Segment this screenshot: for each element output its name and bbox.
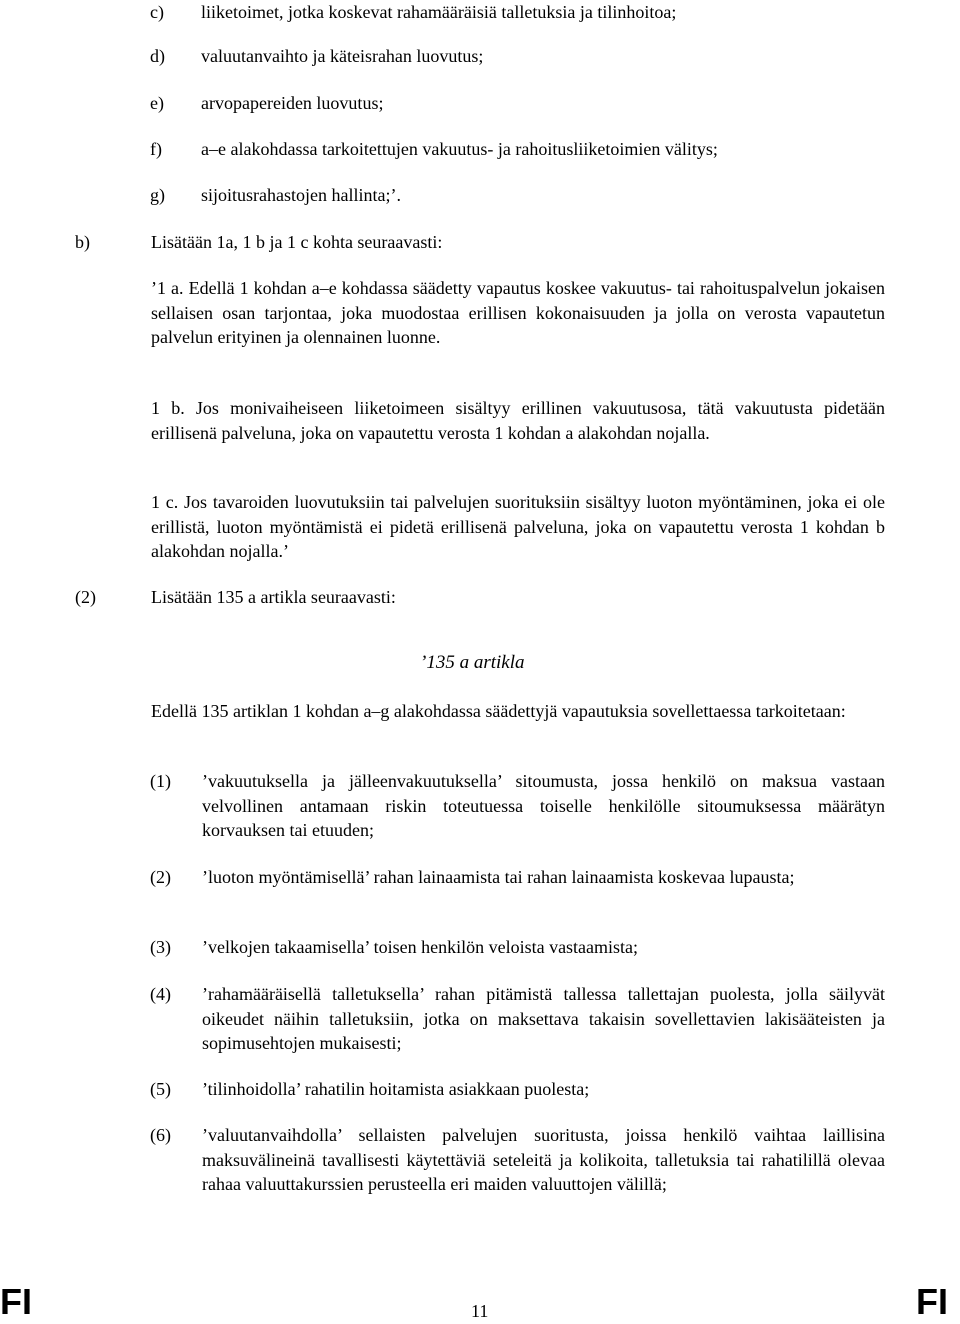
footer-language-right: FI — [916, 1281, 948, 1322]
list-item-e: arvopapereiden luovutus; — [201, 93, 384, 113]
definition-label-4: (4) — [150, 984, 171, 1004]
list-label-d: d) — [150, 46, 165, 66]
list-item-c: liiketoimet, jotka koskevat rahamääräisiä talletuksia ja tilinhoitoa; — [201, 2, 677, 22]
definition-label-6: (6) — [150, 1125, 171, 1145]
list-label-c: c) — [150, 2, 164, 22]
definition-4: ’rahamääräisellä talletuksella’ rahan pitämistä tallessa tallettajan puolesta, jolla säilyvät oikeudet näihin talletuksiin, jotka on maksettava takaisin sovellettavien lakisääteisten ja sopimusehtojen mukaisesti; — [202, 984, 885, 1053]
definition-1: ’vakuutuksella ja jälleenvakuutuksella’ sitoumusta, jossa henkilö on maksua vastaan velvollinen antamaan riskin toteutuessa toiselle henkilölle sitoumuksessa määrätyn korvauksen tai etuuden; — [202, 771, 885, 840]
paragraph-1a: ’1 a. Edellä 1 kohdan a–e kohdassa säädetty vapautus koskee vakuutus- tai rahoituspalvelun jokaisen sellaisen osan tarjontaa, joka muodostaa erillisen kokonaisuuden ja jolla on verosta vapautetun palvelun erityinen ja olennainen luonne. — [151, 278, 885, 347]
definition-label-3: (3) — [150, 937, 171, 957]
definition-5: ’tilinhoidolla’ rahatilin hoitamista asiakkaan puolesta; — [202, 1079, 590, 1099]
definition-label-2: (2) — [150, 867, 171, 887]
list-label-e: e) — [150, 93, 164, 113]
list-label-g: g) — [150, 185, 165, 205]
definition-label-5: (5) — [150, 1079, 171, 1099]
footer-language-left: FI — [0, 1281, 32, 1322]
item-b-label: b) — [75, 232, 90, 252]
definition-label-1: (1) — [150, 771, 171, 791]
list-item-f: a–e alakohdassa tarkoitettujen vakuutus- ja rahoitusliiketoimien välitys; — [201, 139, 718, 159]
article-intro: Edellä 135 artiklan 1 kohdan a–g alakohdassa säädettyjä vapautuksia sovellettaessa tarkoitetaan: — [151, 701, 846, 721]
list-label-f: f) — [150, 139, 162, 159]
item-2-text: Lisätään 135 a artikla seuraavasti: — [151, 587, 396, 607]
item-2-label: (2) — [75, 587, 96, 607]
paragraph-1b: 1 b. Jos monivaiheiseen liiketoimeen sisältyy erillinen vakuutusosa, tätä vakuutusta pidetään erillisenä palveluna, joka on vapautettu verosta 1 kohdan a alakohdan nojalla. — [151, 398, 885, 443]
article-heading: ’135 a artikla — [420, 652, 525, 673]
definition-6: ’valuutanvaihdolla’ sellaisten palvelujen suoritusta, joissa henkilö vaihtaa laillisina maksuvälineinä tavallisesti käytettäviä seteleitä ja kolikoita, talletuksia tai rahatilillä olevaa rahaa valuuttakurssien perusteella eri maiden valuuttojen välillä; — [202, 1125, 885, 1194]
list-item-g: sijoitusrahastojen hallinta;’. — [201, 185, 401, 205]
page-number: 11 — [471, 1301, 489, 1321]
definition-3: ’velkojen takaamisella’ toisen henkilön veloista vastaamista; — [202, 937, 639, 957]
item-b-text: Lisätään 1a, 1 b ja 1 c kohta seuraavasti: — [151, 232, 443, 252]
paragraph-1c: 1 c. Jos tavaroiden luovutuksiin tai palvelujen suorituksiin sisältyy luoton myöntäminen, joka ei ole erillistä, luoton myöntämistä ei pidetä erillisenä palveluna, joka on vapautettu verosta 1 kohdan b alakohdan nojalla.’ — [151, 492, 885, 561]
definition-2: ’luoton myöntämisellä’ rahan lainaamista tai rahan lainaamista koskevaa lupausta; — [202, 867, 795, 887]
list-item-d: valuutanvaihto ja käteisrahan luovutus; — [201, 46, 484, 66]
